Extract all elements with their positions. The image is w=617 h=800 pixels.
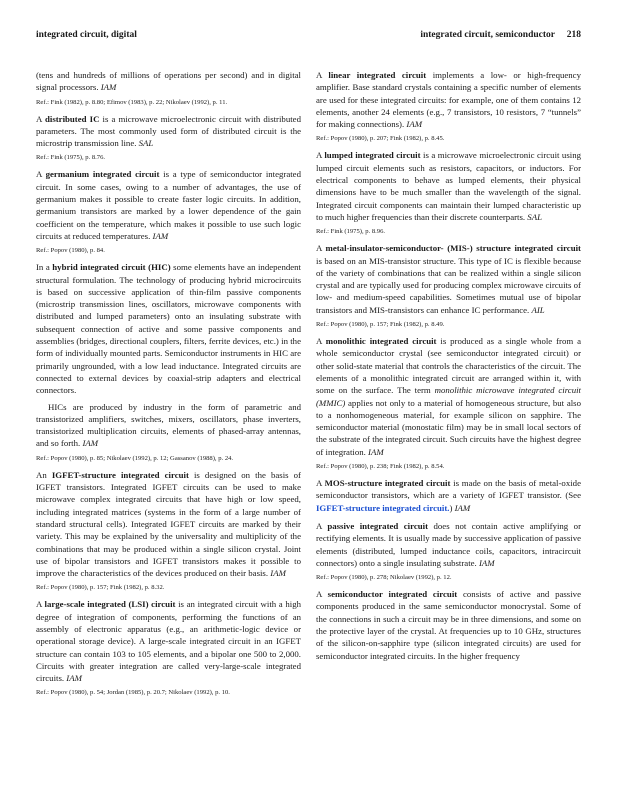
header-left: integrated circuit, digital: [36, 30, 137, 40]
reference: Ref.: Popov (1980), p. 85; Nikolaev (1992), p. 12; Gassanov (1988), p. 24.: [36, 454, 234, 462]
entry-lumped: A lumped integrated circuit is a microwave microelectronic circuit using lumped circuit elements such as resistors, capacitors, or inductors. For electrical components to behave as lumped elements, their physical dimensions have to be much smaller than the wavelength of the signal. Integrated circuit components can maintain their lumped characteristic up to much higher frequencies than their discrete counterparts. SAL: [316, 150, 581, 222]
entry-distributed-ic: A distributed IC is a microwave microelectronic circuit with distributed parameters. The most commonly used form of distributed circuit is the microstrip transmission line. SAL: [36, 113, 301, 149]
left-column: [36, 69, 301, 703]
header-right: integrated circuit, semiconductor: [420, 30, 555, 40]
reference: Ref.: Fink (1975), p. 8.76.: [36, 154, 106, 162]
entry-hybrid: In a hybrid integrated circuit (HIC) some elements have an independent structural formulation. The technology of producing hybrid microcircuits is based on successive application of thin-film passive components (microstrip transmission lines, oscillators, microwave components with distributed and lumped parameters) onto an insulating substrate with subsequent connection of active and some passive components and assemblies (bridges, directional couplers, filters, ferrite devices, etc.) in the form of individually mounted parts. Semiconductor instruments in HIC are primarily ungrounded, with a low lead inductance. Integrated circuits are connected to external devices by coaxial-strip adapters and electrical connectors.: [36, 262, 301, 396]
reference: Ref.: Popov (1980), p. 84.: [36, 247, 105, 255]
running-header: [36, 30, 581, 44]
entry-germanium: A germanium integrated circuit is a type of semiconductor integrated circuit. In some cases, owing to a number of advantages, the use of germanium makes it possible to create faster logic circuits. In addition, germanium transistors are marked by a lower dependence of the gain coefficient on the temperature, which makes it possible to use such logic circuits at reduced temperatures. IAM: [36, 169, 301, 241]
reference: Ref.: Fink (1975), p. 8.96.: [316, 228, 386, 236]
reference: Ref.: Popov (1980), p. 157; Fink (1982), p. 8.32.: [36, 584, 165, 592]
reference: Ref.: Popov (1980), p. 278; Nikolaev (1992), p. 12.: [316, 574, 452, 582]
entry-passive: A passive integrated circuit does not contain active amplifying or rectifying elements. It is usually made by successive application of passive elements (distributed, lumped inductance coils, capacitors, intracircuit connectors) onto a single insulating substrate. IAM: [316, 520, 581, 568]
entry-semiconductor: A semiconductor integrated circuit consists of active and passive components produced in the same semiconductor monocrystal. Some of the connections in such a circuit may be in three dimensions, and some on the protective layer of the crystal. At frequencies up to 10 GHz, structures of the silicon-on-sapphire type (silicon integrated circuits) are used for semiconductor integrated circuits. In the higher frequency: [316, 589, 581, 661]
entry-mos: A MOS-structure integrated circuit is made on the basis of metal-oxide semiconductor transistors, which are a variety of IGFET transistor. (See IGFET-structure integrated circuit.) IAM: [316, 478, 581, 513]
reference: Ref.: Popov (1980), p. 157; Fink (1982), p. 8.49.: [316, 321, 445, 329]
entry-linear: A linear integrated circuit implements a low- or high-frequency amplifier. Base standard crystals containing a specific number of elements are used for these integrated circuits: for example, one of them contains 12 elements, another 24 elements (e.g., 7 transistors, 10 resistors, 7 “tunnels” for making connections). IAM: [316, 70, 581, 130]
reference: Ref.: Fink (1982), p. 8.80; Efimov (1983), p. 22; Nikolaev (1992), p. 11.: [36, 98, 228, 106]
right-column: [316, 69, 581, 666]
entry-monolithic: A monolithic integrated circuit is produced as a single whole from a whole semiconductor crystal (see semiconductor integrated circuit) or other solid-state material that controls the characteristics of the circuit. The elements of a monolithic integrated circuit are arranged within it, with some on the surface. The term monolithic microwave integrated circuit (MMIC) applies not only to a material of homogeneous structure, but also to a nonhomogeneous material, for example silicon on sapphire. The semiconductor material (monostatic film) may be in small local sectors of the substrate of the integrated circuit. Such circuits have the highest degree of integration. IAM: [316, 336, 581, 457]
reference: Ref.: Popov (1980), p. 54; Jordan (1985), p. 20.7; Nikolaev (1992), p. 10.: [36, 689, 230, 697]
entry-mis: A metal-insulator-semiconductor- (MIS-) structure integrated circuit is based on an MIS-transistor structure. This type of IC is flexible because of the variety of combinations that can be realized within a single silicon crystal and are typically used for producing complex microwave circuits of low- and medium-speed capabilities. Sometimes mutual use of bipolar transistors and MIS-transistors can enhance IC performance. AIL: [316, 243, 581, 315]
cross-reference-link[interactable]: IGFET-structure integrated circuit.: [316, 502, 450, 513]
entry-hybrid-cont: HICs are produced by industry in the form of parametric and transistorized amplifiers, switches, mixers, oscillators, phase inverters, transistorized multiplication circuits, elements of phased-array antennas, and so forth. IAM: [36, 401, 301, 449]
reference: Ref.: Popov (1980), p. 238; Fink (1982), p. 8.54.: [316, 463, 445, 471]
entry-continued: (tens and hundreds of millions of operations per second) and in digital signal processors. IAM: [36, 70, 301, 93]
page-number: 218: [566, 30, 581, 40]
entry-igfet: An IGFET-structure integrated circuit is designed on the basis of IGFET transistors. Integrated IGFET circuits can be used to make microwave complex integrated circuits that have high or low speed, including integrated matrices (systems in the form of a large number of standard structural cells). Integrated IGFET circuits are marked by their variety. This may be explained by the universality and multiplicity of the combinations that may be produced within a single silicon crystal. Joint use of bipolar transistors and IGFET transistors makes it possible to improve the characteristics of the devices produced on their basis. IAM: [36, 469, 301, 579]
reference: Ref.: Popov (1980), p. 207; Fink (1982), p. 8.45.: [316, 135, 445, 143]
entry-lsi: A large-scale integrated (LSI) circuit is an integrated circuit with a high degree of integration of components, performing the functions of an assembly of electronic apparatus (e.g., an arithmetic-logic device or operational storage device). A large-scale integrated circuit in an IGFET structure can contain 103 to 105 elements, and a bipolar one 500 to 2,000. Circuits with greater integration are called very-large-scale integrated circuits. IAM: [36, 599, 302, 684]
